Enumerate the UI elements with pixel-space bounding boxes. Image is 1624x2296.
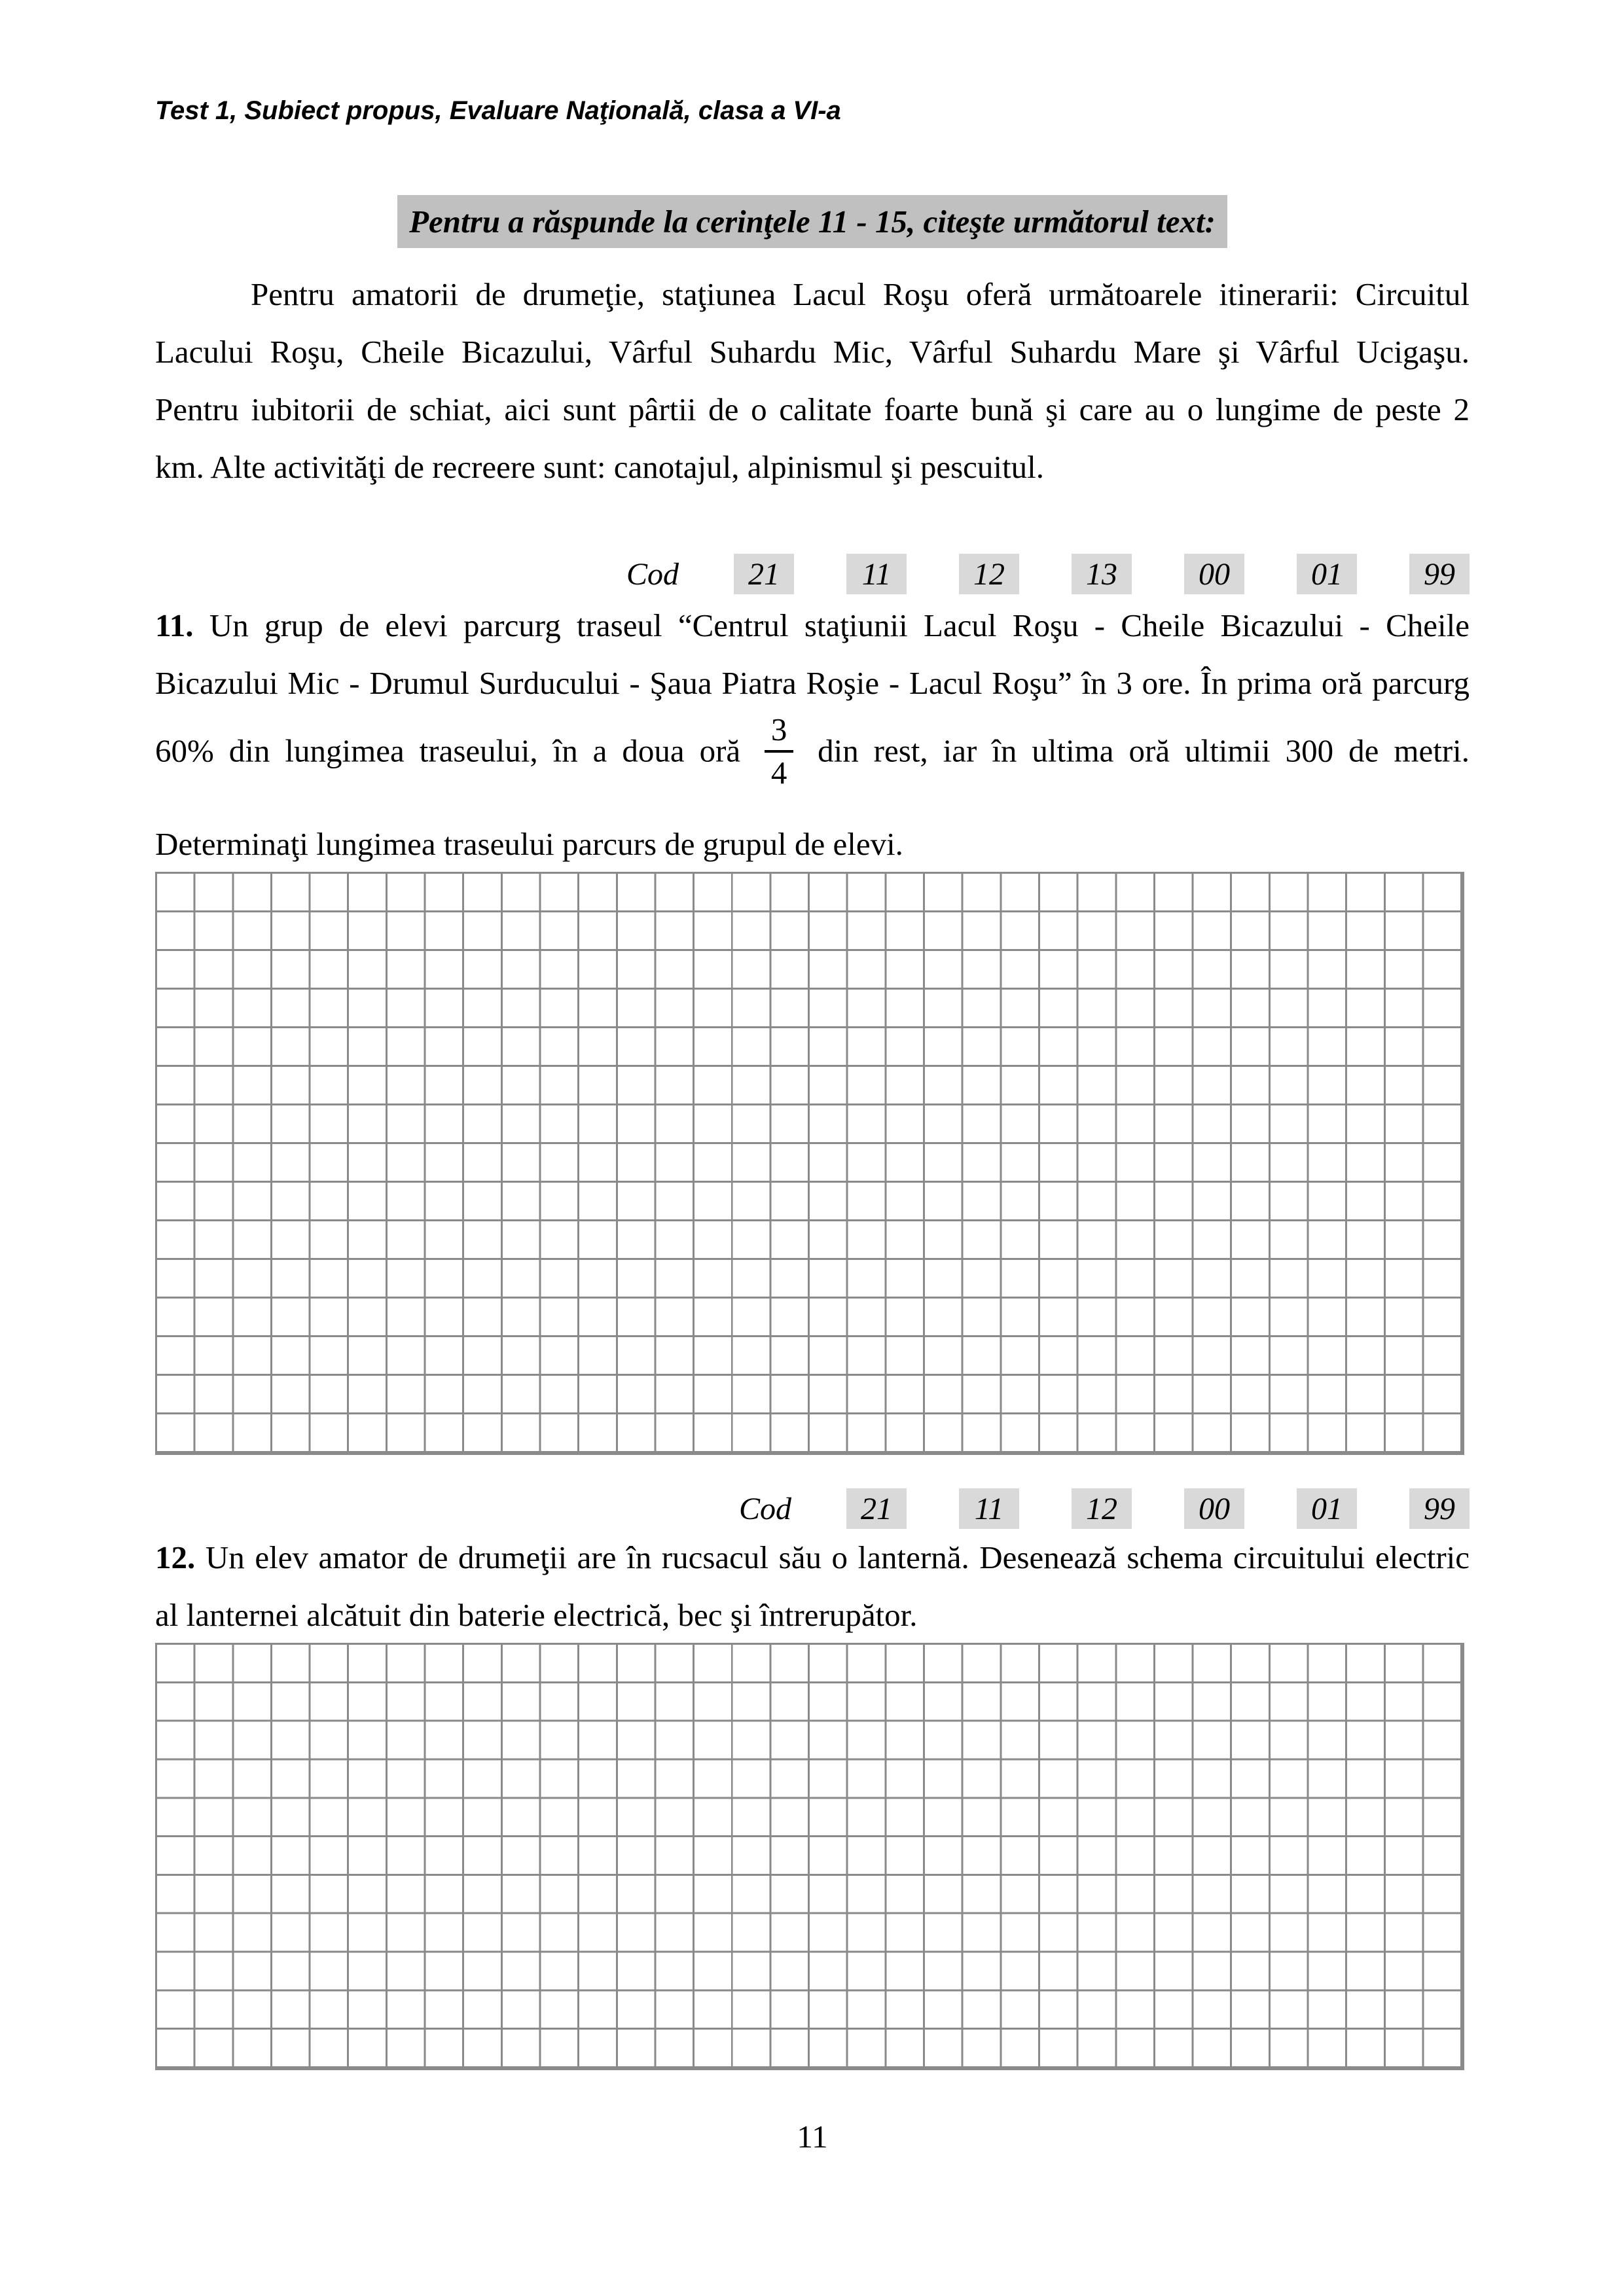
q11-line: Bicazului Mic - Drumul Surducului - Şaua Piatra Roşie - Lacul Roşu” în 3 ore. În prima oră parcurg bbox=[155, 665, 1470, 701]
cod-value-box: 99 bbox=[1409, 1488, 1470, 1529]
cod-value-box: 21 bbox=[846, 1488, 907, 1529]
cod-value-box: 12 bbox=[1072, 1488, 1132, 1529]
cod-row-q11 bbox=[155, 554, 1470, 594]
q11-prompt: Determinaţi lungimea traseului parcurs de grupul de elevi. bbox=[155, 826, 903, 862]
intro-paragraph bbox=[155, 266, 1470, 496]
answer-grid-q12 bbox=[155, 1643, 1464, 2070]
q11-fraction-line: 60% din lungimea traseului, în a doua oră $\frac{3}{4}$ din rest, iar în ultima oră ultimii 300 de metri. bbox=[155, 711, 1470, 791]
cod-value-box: 01 bbox=[1297, 554, 1357, 594]
answer-grid-q11 bbox=[155, 872, 1464, 1455]
q12-line: al lanternei alcătuit din baterie electrică, bec şi întrerupător. bbox=[155, 1597, 918, 1633]
intro-line: Pentru amatorii de drumeţie, staţiunea Lacul Roşu oferă următoarele itinerarii: Circuitul bbox=[251, 276, 1470, 312]
cod-value-box: 12 bbox=[959, 554, 1019, 594]
question-12-text bbox=[155, 1529, 1470, 1644]
cod-value-box: 21 bbox=[734, 554, 794, 594]
cod-value-box: 11 bbox=[959, 1488, 1019, 1529]
intro-line: Pentru iubitorii de schiat, aici sunt pârtii de o calitate foarte bună şi care au o lungime de peste 2 bbox=[155, 391, 1470, 427]
fraction bbox=[765, 712, 793, 791]
cod-row-q12 bbox=[155, 1488, 1470, 1529]
cod-value-box: 99 bbox=[1409, 554, 1470, 594]
q11-line: 11. Un grup de elevi parcurg traseul “Centrul staţiunii Lacul Roşu - Cheile Bicazului - Cheile bbox=[155, 607, 1470, 643]
cod-value-box: 00 bbox=[1184, 1488, 1244, 1529]
q12-line: 12. Un elev amator de drumeţii are în rucsacul său o lanternă. Desenează schema circuitului electric bbox=[155, 1539, 1470, 1575]
cod-value-box: 01 bbox=[1297, 1488, 1357, 1529]
q11-number: 11. bbox=[155, 607, 194, 643]
cod-value-box: 00 bbox=[1184, 554, 1244, 594]
cod-value-box: 13 bbox=[1072, 554, 1132, 594]
fraction-bar bbox=[765, 750, 793, 753]
cod-value-box: 11 bbox=[846, 554, 907, 594]
cod-label: Cod bbox=[626, 556, 679, 592]
section-title-row bbox=[155, 195, 1470, 248]
page-header: Test 1, Subiect propus, Evaluare Naţională, clasa a VI-a bbox=[155, 96, 841, 125]
intro-line: Lacului Roşu, Cheile Bicazului, Vârful Suhardu Mic, Vârful Suhardu Mare şi Vârful Ucigaşu. bbox=[155, 334, 1470, 370]
page-number: 11 bbox=[797, 2119, 828, 2155]
intro-line: km. Alte activităţi de recreere sunt: canotajul, alpinismul şi pescuitul. bbox=[155, 449, 1045, 485]
q12-number: 12. bbox=[155, 1539, 196, 1575]
section-title: Pentru a răspunde la cerinţele 11 - 15, citeşte următorul text: bbox=[397, 195, 1227, 248]
cod-label: Cod bbox=[738, 1491, 791, 1526]
fraction-numerator: 3 bbox=[770, 711, 787, 747]
fraction-denominator: 4 bbox=[770, 755, 787, 791]
question-11-text bbox=[155, 597, 1470, 712]
